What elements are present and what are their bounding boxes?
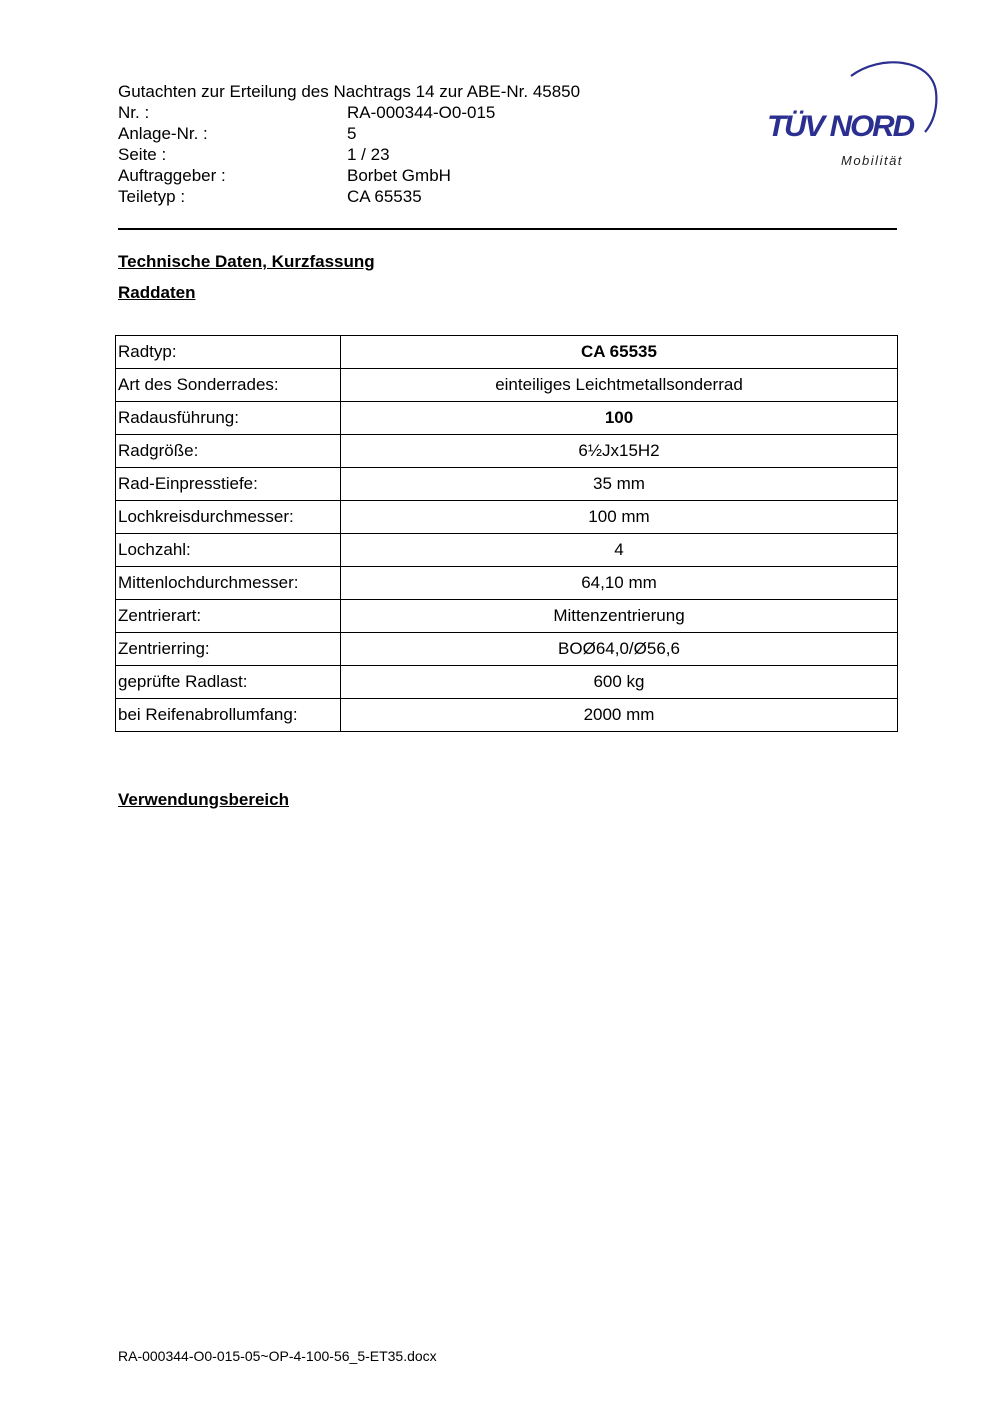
table-row xyxy=(116,468,898,501)
row-label: Mittenlochdurchmesser: xyxy=(116,567,341,600)
row-value: einteiliges Leichtmetallsonderrad xyxy=(341,369,898,402)
tuv-nord-logo xyxy=(762,58,942,170)
row-value: 100 xyxy=(341,402,898,435)
table-row xyxy=(116,336,898,369)
row-label: bei Reifenabrollumfang: xyxy=(116,699,341,732)
document-title: Gutachten zur Erteilung des Nachtrags 14 zur ABE-Nr. 45850 xyxy=(118,82,581,101)
table-row xyxy=(116,600,898,633)
row-label: Lochzahl: xyxy=(116,534,341,567)
row-value: 4 xyxy=(341,534,898,567)
row-label: Zentrierart: xyxy=(116,600,341,633)
wheel-data-table xyxy=(115,335,898,732)
header-field-value: Borbet GmbH xyxy=(347,166,451,185)
header-field-value: RA-000344-O0-015 xyxy=(347,103,496,122)
table-row xyxy=(116,435,898,468)
row-value: 64,10 mm xyxy=(341,567,898,600)
table-row xyxy=(116,567,898,600)
header-field-value: 1 / 23 xyxy=(347,145,390,164)
section-heading-usage-range: Verwendungsbereich xyxy=(118,790,289,809)
row-label: Radtyp: xyxy=(116,336,341,369)
header-divider xyxy=(118,228,897,230)
section-heading-wheel-data: Raddaten xyxy=(118,283,196,302)
row-value: 600 kg xyxy=(341,666,898,699)
row-value: 6½Jx15H2 xyxy=(341,435,898,468)
row-label: Zentrierring: xyxy=(116,633,341,666)
header-field-label: Anlage-Nr. : xyxy=(118,124,208,143)
header-field-value: 5 xyxy=(347,124,357,143)
header-field-label: Nr. : xyxy=(118,103,150,122)
header-field-label: Seite : xyxy=(118,145,167,164)
row-label: Art des Sonderrades: xyxy=(116,369,341,402)
table-row xyxy=(116,666,898,699)
table-row xyxy=(116,369,898,402)
row-value: CA 65535 xyxy=(341,336,898,369)
header-field-client xyxy=(118,165,580,186)
document-header xyxy=(118,81,580,207)
table-row xyxy=(116,402,898,435)
logo-subtitle: Mobilität xyxy=(841,153,903,168)
row-value: BOØ64,0/Ø56,6 xyxy=(341,633,898,666)
footer-filename: RA-000344-O0-015-05~OP-4-100-56_5-ET35.docx xyxy=(118,1348,437,1364)
header-field-label: Auftraggeber : xyxy=(118,166,226,185)
row-value: Mittenzentrierung xyxy=(341,600,898,633)
table-row xyxy=(116,699,898,732)
header-field-part-type xyxy=(118,186,580,207)
header-field-page xyxy=(118,144,580,165)
header-field-value: CA 65535 xyxy=(347,187,422,206)
row-label: Rad-Einpresstiefe: xyxy=(116,468,341,501)
header-field-label: Teiletyp : xyxy=(118,187,186,206)
row-value: 100 mm xyxy=(341,501,898,534)
row-label: Radausführung: xyxy=(116,402,341,435)
table-row xyxy=(116,534,898,567)
row-label: Lochkreisdurchmesser: xyxy=(116,501,341,534)
logo-wordmark: TÜV NORD xyxy=(767,110,915,143)
section-heading-technical-data: Technische Daten, Kurzfassung xyxy=(118,252,375,271)
row-label: geprüfte Radlast: xyxy=(116,666,341,699)
row-value: 35 mm xyxy=(341,468,898,501)
header-field-attachment xyxy=(118,123,580,144)
row-value: 2000 mm xyxy=(341,699,898,732)
row-label: Radgröße: xyxy=(116,435,341,468)
table-row xyxy=(116,501,898,534)
table-row xyxy=(116,633,898,666)
header-field-number xyxy=(118,102,580,123)
